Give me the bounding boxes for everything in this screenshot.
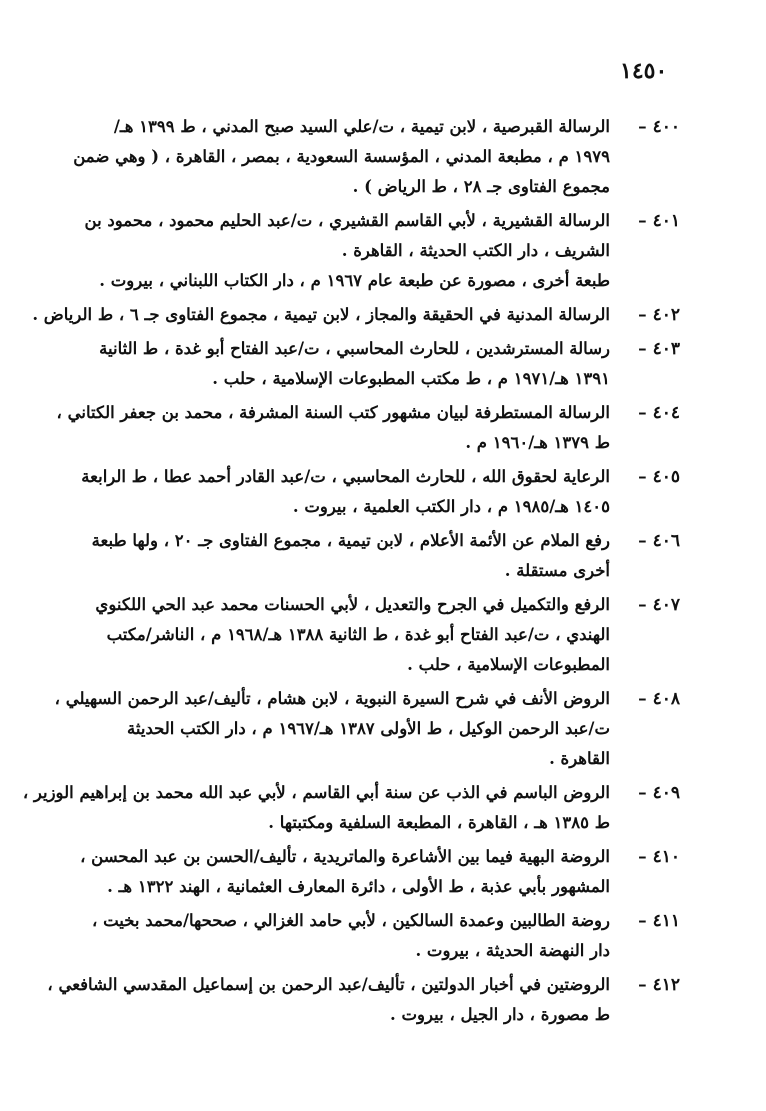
bibliography-entry xyxy=(73,112,680,202)
entry-text-line: ط ١٣٨٥ هـ ، القاهرة ، المطبعة السلفية ومكتبتها . xyxy=(268,813,610,832)
bibliography-entry xyxy=(56,398,680,458)
entry-text-line: المشهور بأبي عذبة ، ط الأولى ، دائرة المعارف العثمانية ، الهند ١٣٢٢ هـ . xyxy=(107,877,610,896)
bibliography-entry xyxy=(54,684,680,774)
entry-text-line: ط مصورة ، دار الجيل ، بيروت . xyxy=(390,1005,610,1024)
entry-text-line: الروضتين في أخبار الدولتين ، تأليف/عبد الرحمن بن إسماعيل المقدسي الشافعي ، xyxy=(47,975,610,994)
entry-text-line: ت/عبد الرحمن الوكيل ، ط الأولى ١٣٨٧ هـ/١٩٦٧ م ، دار الكتب الحديثة xyxy=(127,719,610,738)
entry-text-line: الروض الأنف في شرح السيرة النبوية ، لابن هشام ، تأليف/عبد الرحمن السهيلي ، xyxy=(54,689,610,708)
bibliography-list xyxy=(22,112,680,1034)
entry-number: ٤٠٧ – xyxy=(638,595,680,615)
entry-number: ٤٠٥ – xyxy=(638,467,680,487)
bibliography-entry xyxy=(32,300,680,330)
entry-text-line: روضة الطالبين وعمدة السالكين ، لأبي حامد الغزالي ، صححها/محمد بخيت ، xyxy=(92,911,610,930)
entry-number: ٤٠١ – xyxy=(638,211,680,231)
entry-text-line: الشريف ، دار الكتب الحديثة ، القاهرة . xyxy=(341,241,610,260)
entry-number: ٤٠٣ – xyxy=(638,339,680,359)
entry-text-line: ١٣٩١ هـ/١٩٧١ م ، ط مكتب المطبوعات الإسلامية ، حلب . xyxy=(212,369,610,388)
bibliography-entry xyxy=(99,334,680,394)
entry-text-line: دار النهضة الحديثة ، بيروت . xyxy=(415,941,610,960)
entry-text-line: رسالة المسترشدين ، للحارث المحاسبي ، ت/عبد الفتاح أبو غدة ، ط الثانية xyxy=(99,339,610,358)
entry-text-line: الهندي ، ت/عبد الفتاح أبو غدة ، ط الثانية ١٣٨٨ هـ/١٩٦٨ م ، الناشر/مكتب xyxy=(106,625,610,644)
entry-text-line: أخرى مستقلة . xyxy=(504,561,610,580)
entry-text-line: الرسالة القشيرية ، لأبي القاسم القشيري ، ت/عبد الحليم محمود ، محمود بن xyxy=(84,211,610,230)
entry-number: ٤١٢ – xyxy=(638,975,680,995)
bibliography-entry xyxy=(91,526,680,586)
entry-number: ٤٠٩ – xyxy=(638,783,680,803)
entry-text-line: طبعة أخرى ، مصورة عن طبعة عام ١٩٦٧ م ، دار الكتاب اللبناني ، بيروت . xyxy=(99,271,610,290)
bibliography-entry xyxy=(84,206,680,296)
bibliography-entry xyxy=(22,778,680,838)
entry-number: ٤٠٤ – xyxy=(638,403,680,423)
bibliography-entry xyxy=(81,462,680,522)
entry-text-line: المطبوعات الإسلامية ، حلب . xyxy=(407,655,610,674)
entry-number: ٤١١ – xyxy=(638,911,680,931)
entry-text-line: الرسالة القبرصية ، لابن تيمية ، ت/علي السيد صبح المدني ، ط ١٣٩٩ هـ/ xyxy=(113,117,610,136)
entry-text-line: الرفع والتكميل في الجرح والتعديل ، لأبي الحسنات محمد عبد الحي اللكنوي xyxy=(95,595,610,614)
entry-text-line: مجموع الفتاوى جـ ٢٨ ، ط الرياض ) . xyxy=(352,177,610,196)
entry-number: ٤٠٢ – xyxy=(638,305,680,325)
entry-text-line: ط ١٣٧٩ هـ/١٩٦٠ م . xyxy=(465,433,610,452)
page-number: ١٤٥٠ xyxy=(620,58,668,84)
entry-text-line: رفع الملام عن الأئمة الأعلام ، لابن تيمية ، مجموع الفتاوى جـ ٢٠ ، ولها طبعة xyxy=(91,531,610,550)
entry-text-line: الرعاية لحقوق الله ، للحارث المحاسبي ، ت/عبد القادر أحمد عطا ، ط الرابعة xyxy=(81,467,610,486)
entry-text-line: الرسالة المدنية في الحقيقة والمجاز ، لابن تيمية ، مجموع الفتاوى جـ ٦ ، ط الرياض . xyxy=(32,305,610,324)
bibliography-entry xyxy=(92,906,680,966)
entry-text-line: القاهرة . xyxy=(549,749,610,768)
bibliography-entry xyxy=(95,590,680,680)
entry-number: ٤٠٠ – xyxy=(638,117,680,137)
entry-text-line: ١٤٠٥ هـ/١٩٨٥ م ، دار الكتب العلمية ، بيروت . xyxy=(292,497,610,516)
entry-number: ٤٠٦ – xyxy=(638,531,680,551)
entry-text-line: الرسالة المستطرفة لبيان مشهور كتب السنة المشرفة ، محمد بن جعفر الكتاني ، xyxy=(56,403,610,422)
entry-text-line: الروض الباسم في الذب عن سنة أبي القاسم ، لأبي عبد الله محمد بن إبراهيم الوزير ، xyxy=(22,783,610,802)
entry-text-line: الروضة البهية فيما بين الأشاعرة والماتريدية ، تأليف/الحسن بن عبد المحسن ، xyxy=(80,847,610,866)
entry-text-line: ١٩٧٩ م ، مطبعة المدني ، المؤسسة السعودية ، بمصر ، القاهرة ، ( وهي ضمن xyxy=(73,147,610,166)
entry-number: ٤١٠ – xyxy=(638,847,680,867)
bibliography-entry xyxy=(47,970,680,1030)
entry-number: ٤٠٨ – xyxy=(638,689,680,709)
bibliography-entry xyxy=(80,842,680,902)
